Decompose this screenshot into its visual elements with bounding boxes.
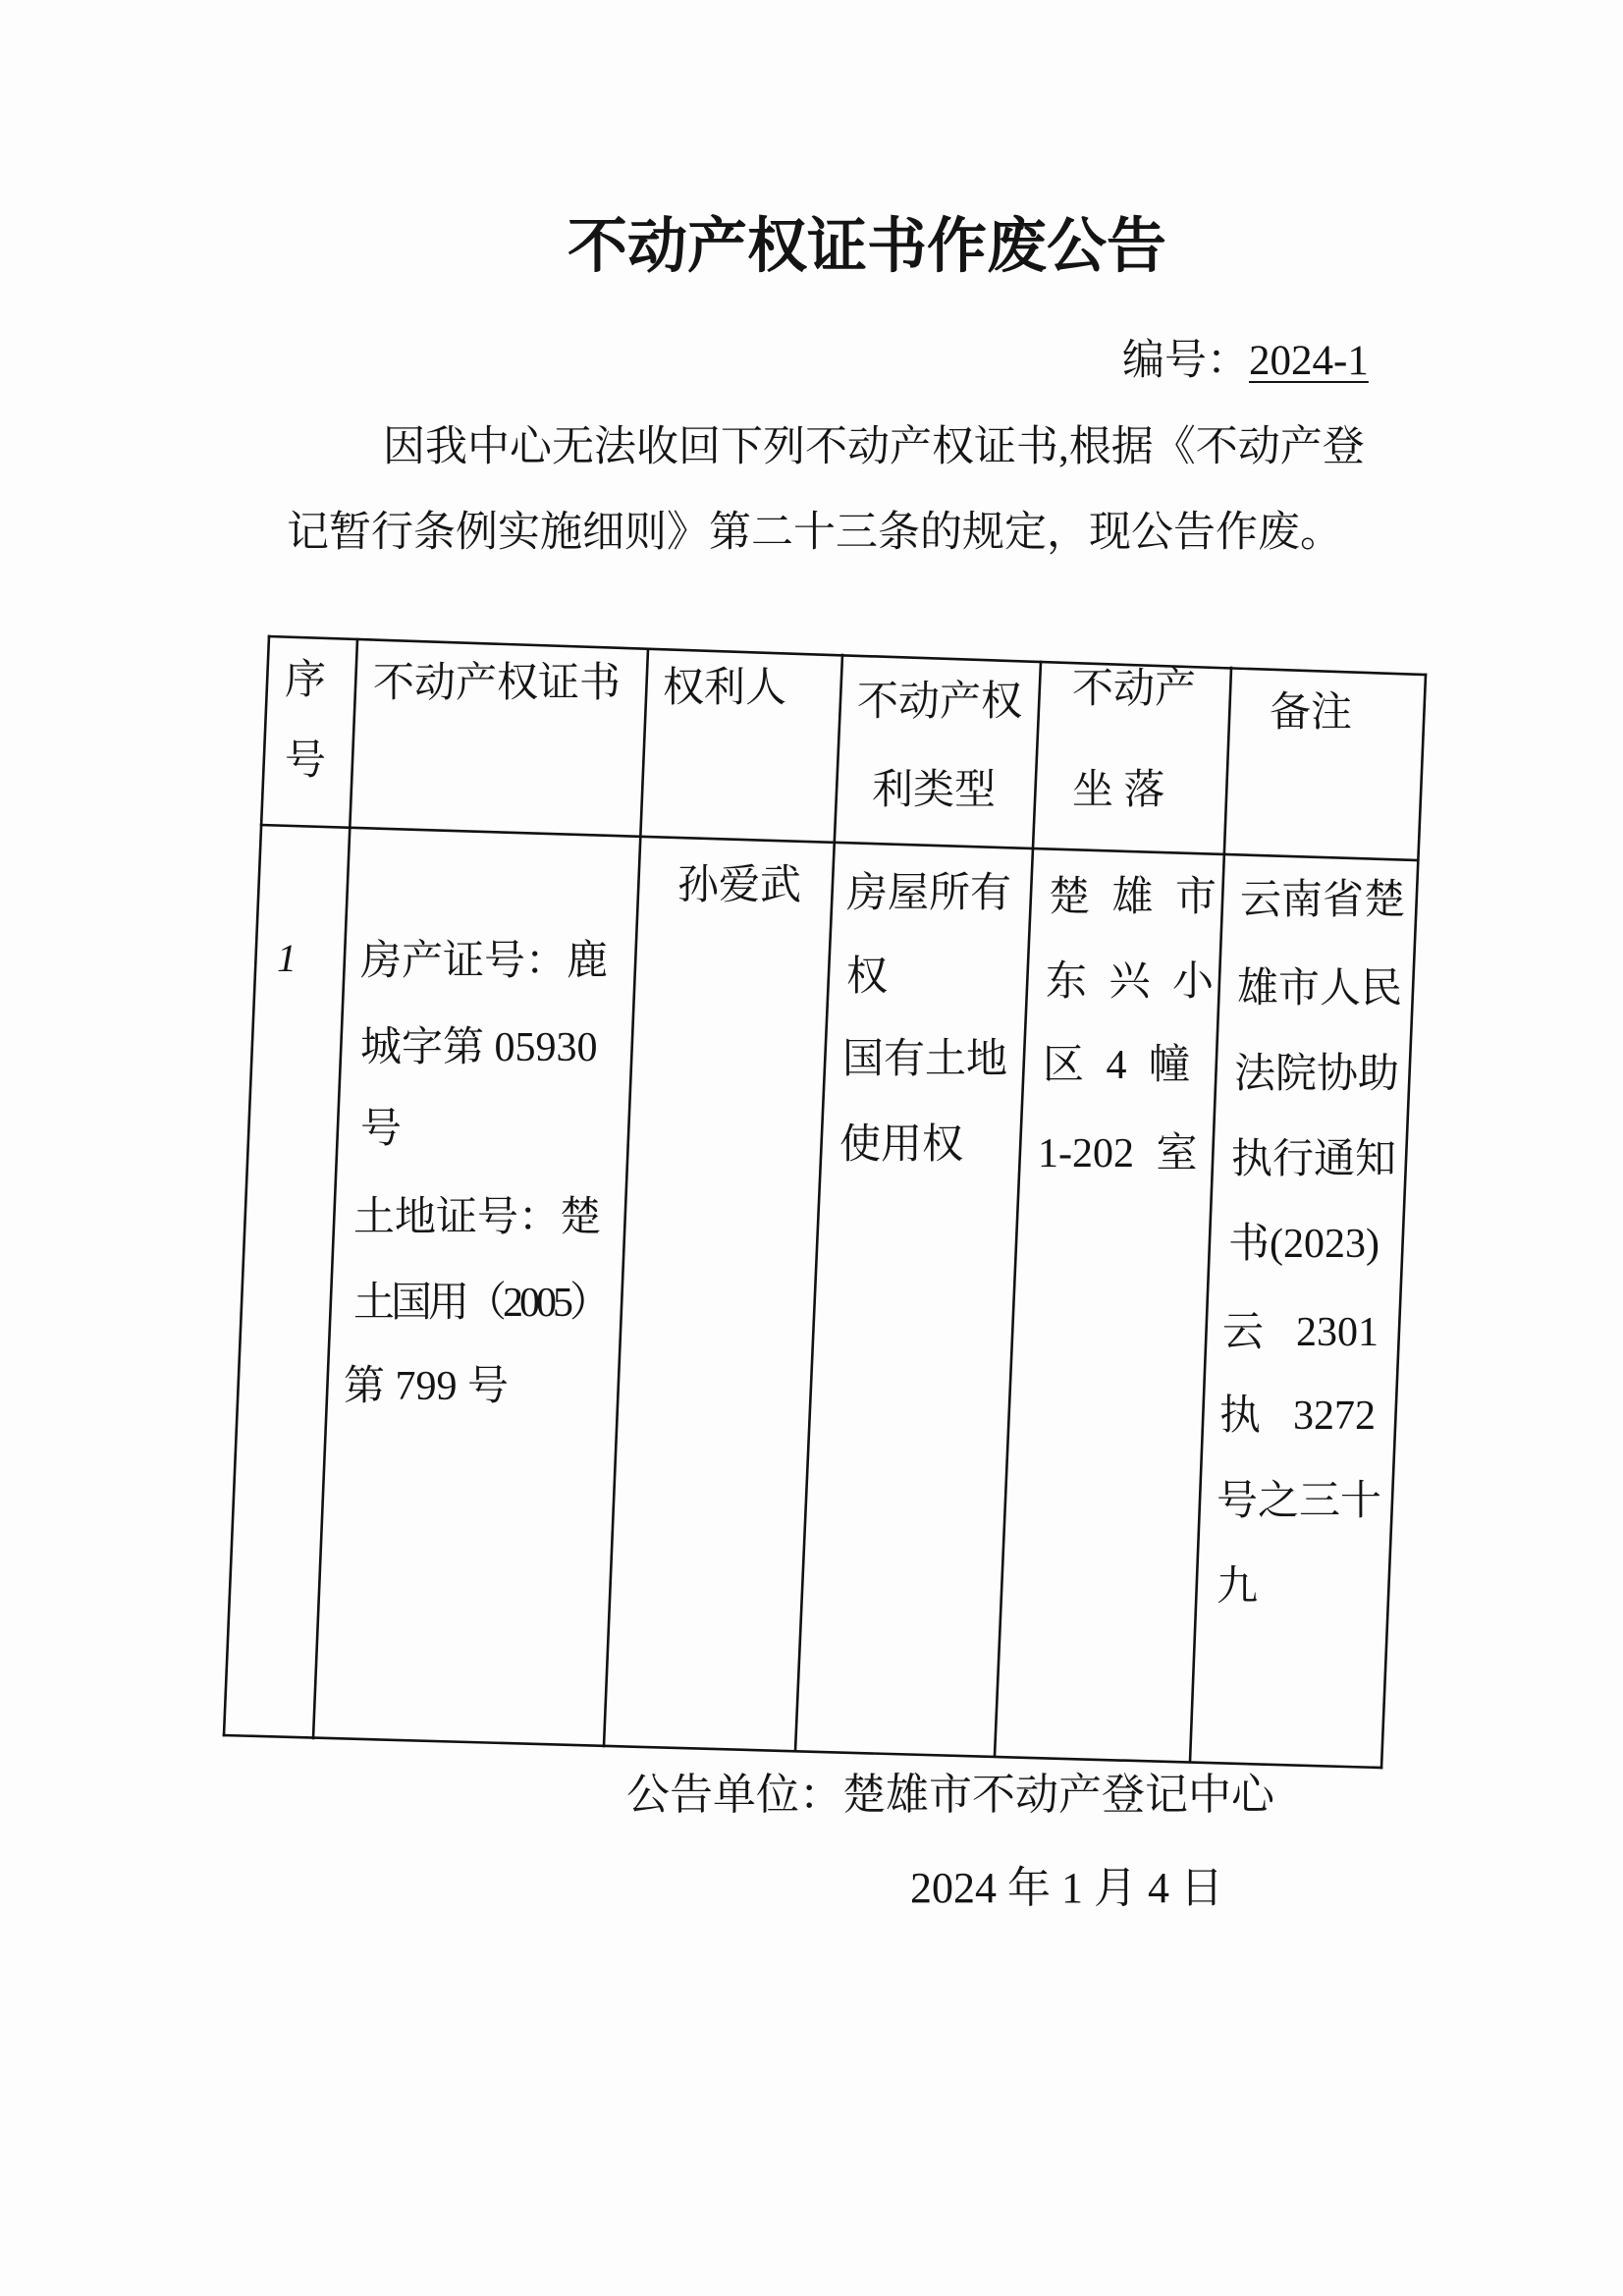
header-line: 利类型 (872, 768, 997, 813)
cell-line: 土地证号：楚 (353, 1195, 602, 1240)
notice-line: 记暂行条例实施细则》第二十三条的规定，现公告作废。 (287, 510, 1342, 556)
cell-line: 权 (846, 955, 889, 1000)
notice-date: 2024 年 1 月 4 日 (910, 1864, 1223, 1912)
column-divider-4 (995, 662, 1041, 1756)
table-border-bottom (224, 1735, 1381, 1768)
header-line: 不动产权 (857, 680, 1023, 725)
cell-line: 孙爱武 (677, 863, 802, 908)
cell-line: 法院协助 (1234, 1052, 1400, 1097)
cell-line: 房屋所有 (846, 871, 1012, 916)
cell-line: 国有土地 (842, 1037, 1008, 1082)
column-divider-3 (795, 655, 842, 1751)
serial-label: 编号： (1122, 338, 1249, 384)
cell-line: 云南省楚 (1240, 878, 1406, 923)
cell-line: 城字第 05930 (360, 1025, 598, 1070)
cell-line: 使用权 (839, 1122, 964, 1168)
cell-line: 雄市人民 (1237, 966, 1403, 1011)
cell-line: 第 799 号 (344, 1364, 510, 1409)
row-index: 1 (277, 936, 297, 980)
cell-line: 1-202 室 (1038, 1131, 1198, 1176)
cell-line: 区 4 幢 (1043, 1043, 1191, 1088)
header-separator (261, 825, 1418, 860)
column-divider-2 (604, 649, 648, 1746)
table-border-left (224, 636, 269, 1735)
cell-line: 执行通知 (1231, 1137, 1397, 1182)
issuer-name: 楚雄市不动产登记中心 (842, 1771, 1274, 1819)
header-line: 不动产权证书 (373, 661, 622, 706)
header-line: 坐 落 (1072, 768, 1165, 813)
cell-line: 东 兴 小 (1046, 959, 1215, 1005)
header-line: 权利人 (663, 666, 787, 711)
cell-line: 号 (360, 1107, 403, 1152)
cell-line: 执 3272 (1219, 1394, 1377, 1439)
header-line: 备注 (1270, 690, 1353, 736)
cell-line: 土国用（2005） (353, 1281, 608, 1326)
cell-line: 九 (1217, 1564, 1259, 1610)
header-line: 号 (285, 738, 327, 784)
header-line: 序 (285, 658, 327, 703)
notice-line: 因我中心无法收回下列不动产权证书,根据《不动产登 (383, 424, 1365, 470)
issuer (626, 1771, 1274, 1819)
page-title: 不动产权证书作废公告 (568, 214, 1167, 280)
header-line: 不动产 (1072, 667, 1197, 712)
issuer-label: 公告单位： (626, 1771, 842, 1819)
table-border-right (1381, 675, 1426, 1768)
cell-line: 楚 雄 市 (1049, 875, 1217, 920)
cell-line: 房产证号：鹿 (360, 939, 609, 984)
serial-value: 2024-1 (1249, 338, 1369, 384)
column-divider-1 (313, 639, 357, 1738)
cell-line: 号之三十 (1217, 1479, 1382, 1524)
cell-line: 云 2301 (1222, 1310, 1380, 1355)
cell-line: 书(2023) (1228, 1222, 1380, 1267)
